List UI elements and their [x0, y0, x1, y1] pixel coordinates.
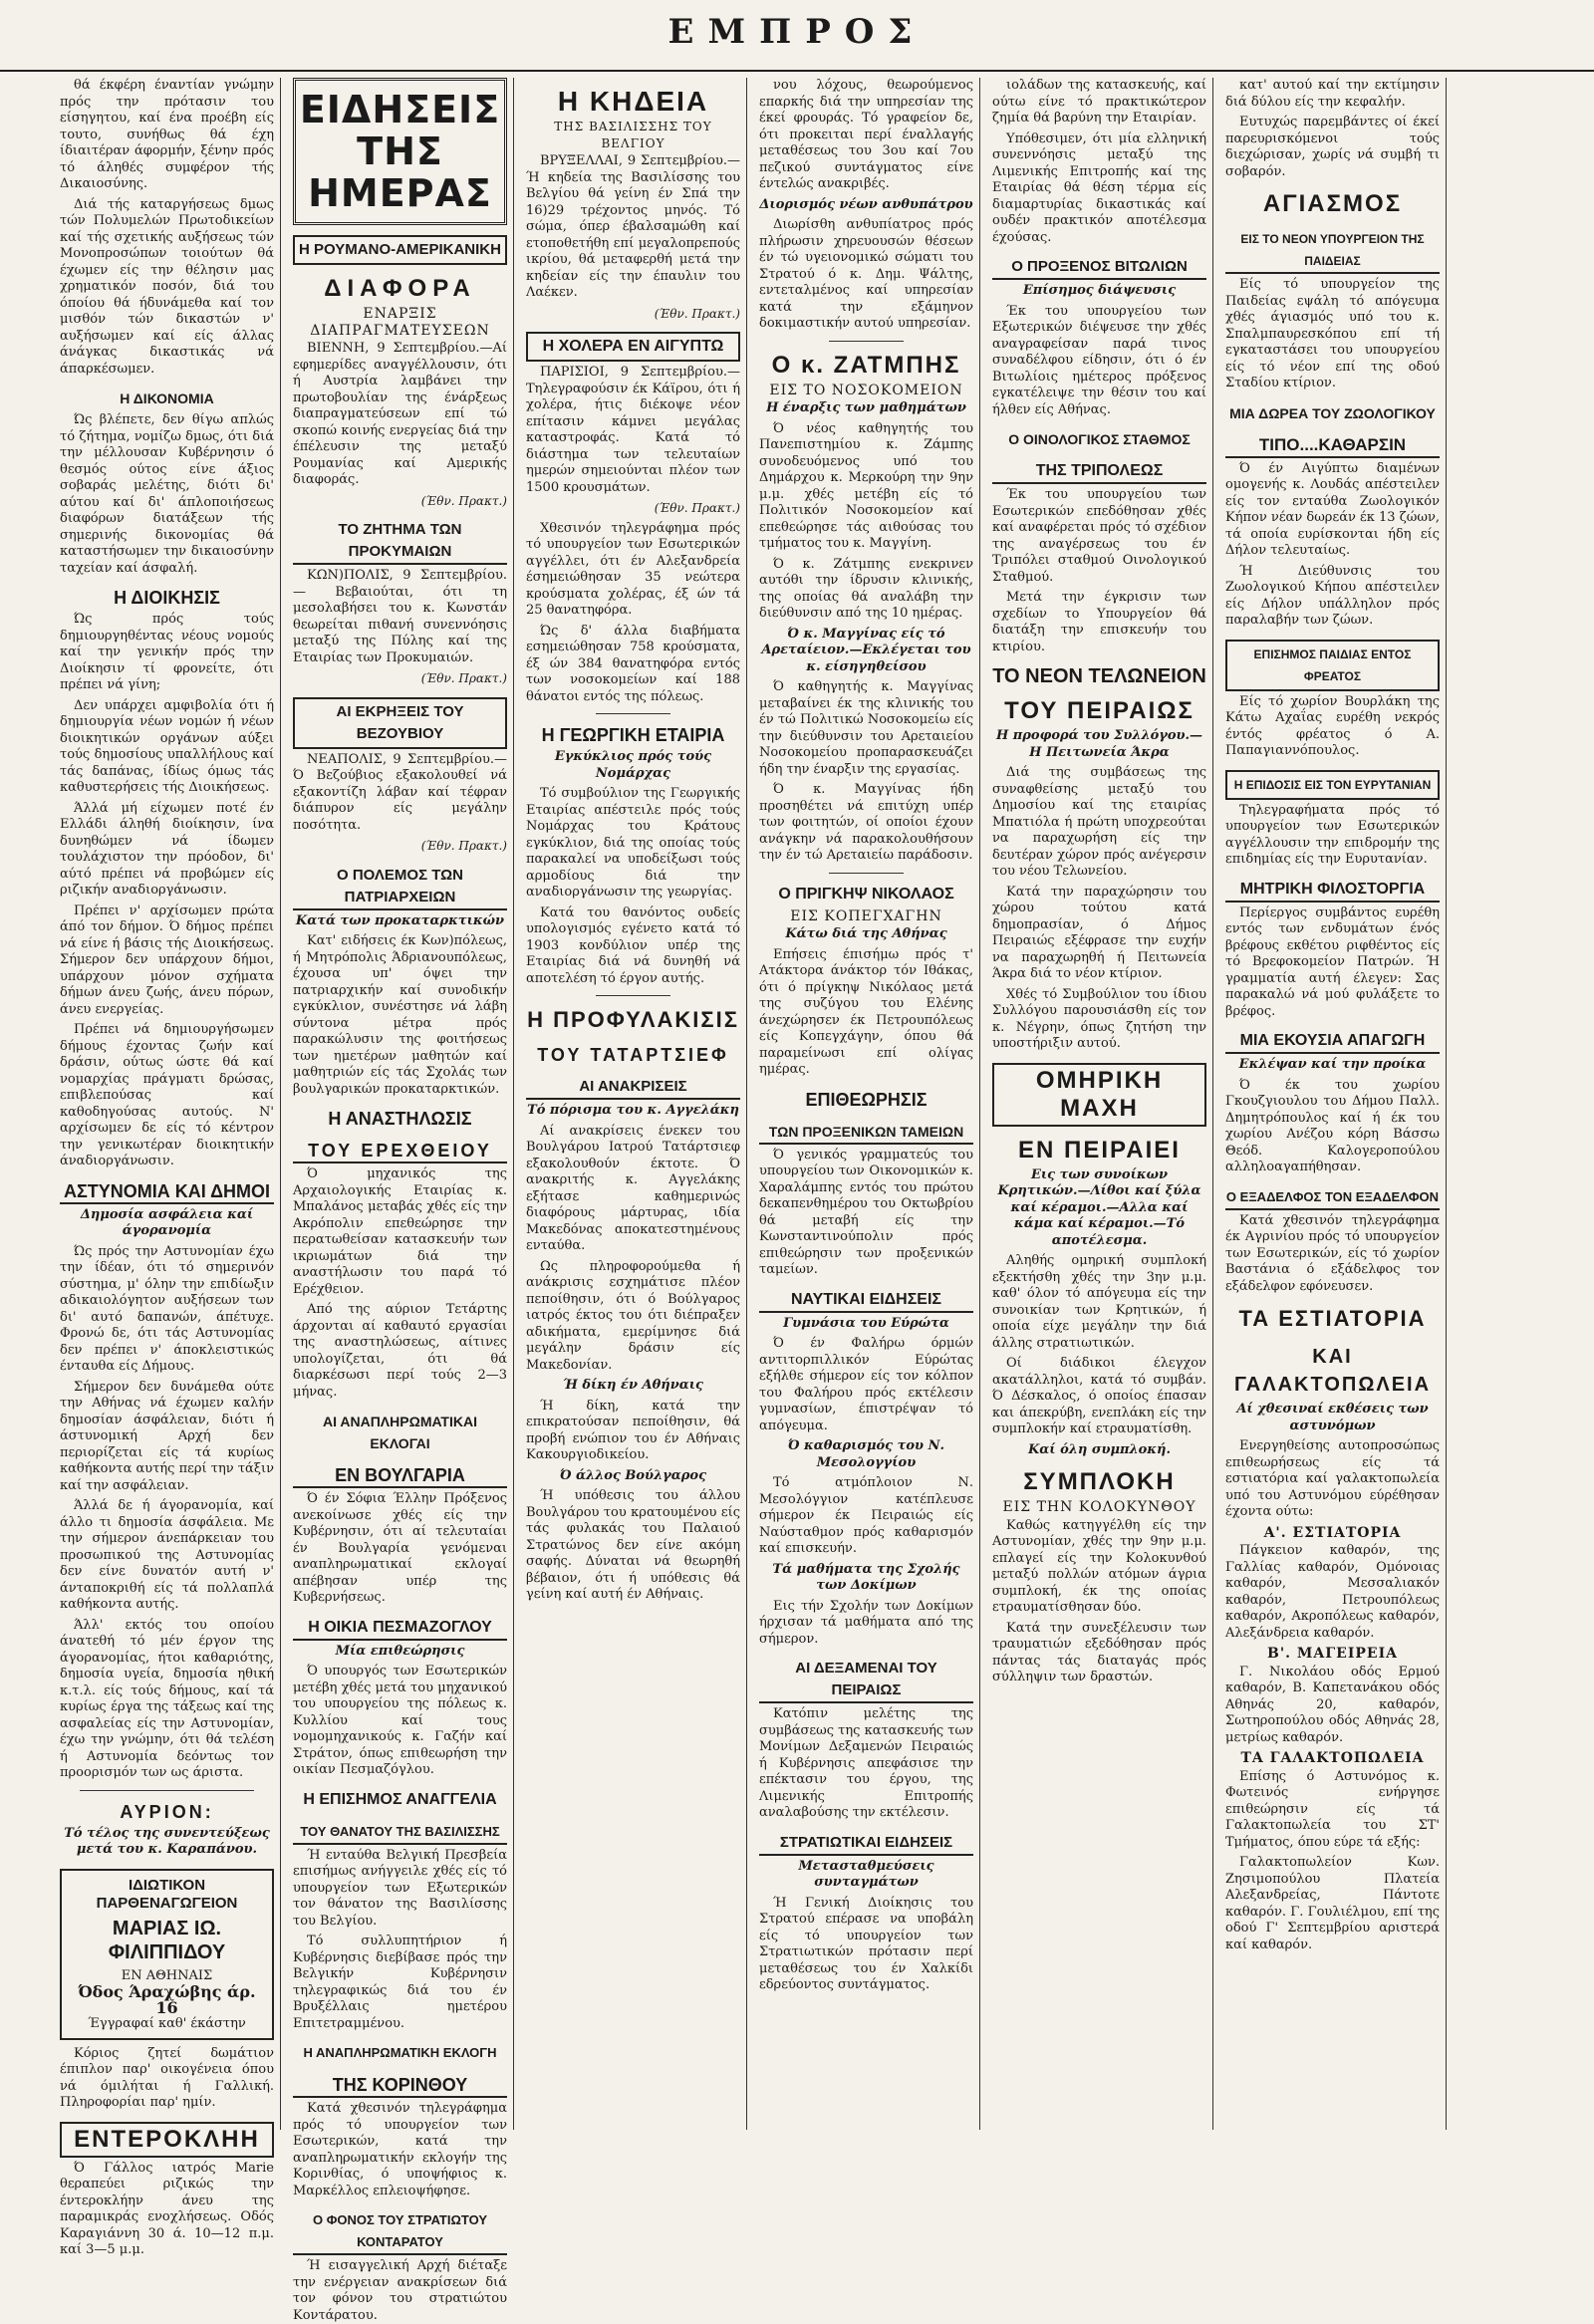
- article-text: Κόριος ζητεί δωμάτιον έπιπλον παρ' οικογένεια όπου νά όμιλήται ή Γαλλική. Πληροφορίαι παρ' ημίν.: [60, 2045, 274, 2110]
- article-text: Αληθής ομηρική συμπλοκή εξεκτήσθη χθές την 3ην μ.μ. καθ' όλον τό απόγευμα είς την συνοικίαν των Κρητικών, ή οποία είχε μεγάλην την διά άλλης στρατιωτικών.: [992, 1253, 1206, 1351]
- article-headline: ΤΟΥ ΘΑΝΑΤΟΥ ΤΗΣ ΒΑΣΙΛΙΣΣΗΣ: [293, 1821, 507, 1845]
- divider: [829, 341, 904, 342]
- article-headline: Η ΑΝΑΠΛΗΡΩΜΑΤΙΚΗ ΕΚΛΟΓΗ: [303, 2045, 497, 2060]
- article-subheadline: Κάτω διά της Αθήνας: [785, 926, 947, 941]
- news-source: (Έθν. Πρακτ.): [420, 493, 507, 508]
- article-text: Ή Διεύθυνσις του Ζωολογικού Κήπου απέστειλεν είς Δήλον υπάλληλον πρός παραλαβήν των ζώων.: [1225, 563, 1440, 628]
- article-headline: ΤΙΠΟ....ΚΑΘΑΡΣΙΝ: [1225, 434, 1440, 458]
- article-text: Κατά χθεσινόν τηλεγράφημα πρός τό υπουργείον των Εσωτερικών, κατά την αναπληρωματικήν εκλογήν της Κορινθίας, ό υποψήφιος κ. Μαρκέλλος επλειοψήφησε.: [293, 2101, 507, 2198]
- article-text: ιολάδων της κατασκευής, καί ούτω είνε τό πρακτικώτερον ζημία θά βαρύνη την Εταιρίαν.: [992, 78, 1206, 126]
- article-text: Ενεργηθείσης αυτοπροσώπως επιθεωρήσεως είς τά εστιατόρια καί γαλακτοπωλεία υπό του Αστυνόμου εύρέθησαν έχοντα ούτω:: [1225, 1438, 1440, 1519]
- article-headline: ΕΠΙΘΕΩΡΗΣΙΣ: [805, 1089, 928, 1110]
- article-headline: ΣΤΡΑΤΙΩΤΙΚΑΙ ΕΙΔΗΣΕΙΣ: [759, 1832, 973, 1856]
- article-text: Κατόπιν μελέτης της συμβάσεως της κατασκευής των Μονίμων Δεξαμενών Πειραιώς ή Κυβέρνησις απεφάσισε την επέκτασιν του έργου, της Λιμενικής Επιτροπής αναλαβούσης την εκτέλεσιν.: [759, 1706, 973, 1820]
- article-subheadline: Διορισμός νέων ανθυπάτρου: [759, 196, 973, 212]
- subheading: Τό τέλος της συνεντεύξεως μετά του κ. Καραπάνου.: [64, 1825, 270, 1857]
- ad-name: ΜΑΡΙΑΣ ΙΩ. ΦΙΛΙΠΠΙΔΟΥ: [108, 1917, 226, 1963]
- article-text: Ό έν Σόφια Έλλην Πρόξενος ανεκοίνωσε χθές είς την Κυβέρνησιν, ότι αί τελευταίαι έν Βουλγαρία γενόμεναι αναπληρωματικαί εκλογαί απέβησαν υπέρ της Κυβερνήσεως.: [293, 1491, 507, 1605]
- article-subheadline: Ό άλλος Βούλγαρος: [559, 1467, 706, 1483]
- article-headline: Η ΠΡΟΦΥΛΑΚΙΣΙΣ: [527, 1007, 739, 1032]
- article-headline: ΜΗΤΡΙΚΗ ΦΙΛΟΣΤΟΡΓΙΑ: [1225, 879, 1440, 903]
- article-headline: ΕΙΣ ΤΟ ΝΕΟΝ ΥΠΟΥΡΓΕΙΟΝ ΤΗΣ ΠΑΙΔΕΙΑΣ: [1225, 228, 1440, 274]
- article-text: Ώς πρός τούς δημιουργηθέντας νέους νομούς καί την γενικήν πρός την Διοίκησιν τί φρονείτε, ότι πρέπει νά γίνη;: [60, 612, 274, 692]
- article-text: Γ. Νικολάου οδός Ερμού καθαρόν, Β. Καπετανάκου οδός Αθηνάς 20, καθαρόν, Σωτηροπούλου οδός Αθηνάς 28, μετρίως καθαρόν.: [1225, 1664, 1440, 1745]
- article-text: Ώς πρός την Αστυνομίαν έχω την ίδέαν, ότι τό σημερινόν σύστημα, μ' όλην την επιδίωξιν αδικαιολόγητον αυξήσεων των δι' αυτό δαπανών, άπέτυχε. Φρονώ δε, ότι τάς Αστυνομίας δεν πρέπει ν' άποκλειστικώς ένταυθα είς Δήμους.: [60, 1243, 274, 1374]
- article-headline: ΑΙ ΑΝΑΠΛΗΡΩΜΑΤΙΚΑΙ ΕΚΛΟΓΑΙ: [323, 1414, 477, 1451]
- article-text: Διωρίσθη ανθυπίατρος πρός πλήρωσιν χηρευουσών θέσεων έν τώ υγειονομικώ σώματι του Στρατού ό κ. Δημ. Ψάλτης, εντεταλμένος καί υπηρεσίαν κατά την εξάμηνον δοκιμαστικήν αυτού υπηρεσίαν.: [759, 217, 973, 331]
- article-text: Άλλά δε ή άγορανομία, καί άλλο τι δημοσία άσφάλεια. Με την σήμερον άνεπάρκειαν του προσωπικού της Αστυνομίας δεν είνε δυνατόν αυτή ν' άνταποκριθή είς τά πολλαπλά καθήκοντα αυτής.: [60, 1498, 274, 1612]
- article-text: Ό υπουργός των Εσωτερικών μετέβη χθές μετά του μηχανικού του υπουργείου της πόλεως κ. Κυλλίου καί τους νομομηχανικούς κ. Γαζήν καί Στράτον, όπως επιθεωρήση την οικίαν Πεσμαζόγλου.: [293, 1664, 507, 1777]
- article-text: Ή δίκη, κατά την επικρατούσαν πεποίθησιν, θά προβή ενώπιον του έν Αθήναις Κακουργιοδικείου.: [526, 1398, 740, 1462]
- article-headline: ΤΗΣ ΚΟΡΙΝΘΟΥ: [293, 2074, 507, 2098]
- article-headline: ΑΙ ΔΕΞΑΜΕΝΑΙ ΤΟΥ ΠΕΙΡΑΙΩΣ: [759, 1658, 973, 1703]
- column-4: [759, 78, 980, 2130]
- article-text: Αί ανακρίσεις ένεκεν του Βουλγάρου Ιατρού Τατάρτσιεφ εξακολουθούν έκτοτε. Ό ανακριτής κ. Αγγελάκης εξήτασε καθημερινώς διαφόρους μάρτυρας, ιδία Μακεδόνας αποκατεστημένους ενταύθα.: [526, 1123, 740, 1253]
- newspaper-title: ΕΜΠΡΟΣ: [667, 12, 927, 52]
- ad-line: Όδος Άραχώβης άρ. 16: [78, 1981, 256, 2017]
- article-text: Ώς βλέπετε, δεν θίγω απλώς τό ζήτημα, νομίζω δμως, ότι διά την μέλλουσαν Κυβέρνησιν ό θεσμός ούτος είνε άξιος σοβαράς μελέτης, διότι δι' αύτου καί δι' άπλοποιήσεως διαφόρων διατάξεων τής σημερινής δικονομίας θά καταστήσωμεν την δικαιοσύνην ταχείαν καί άσφαλή.: [60, 412, 274, 576]
- article-text: Ό κ. Μαγγίνας ήδη προσηθέτει νά επιτύχη υπέρ των φοιτητών, οί οποίοι έχουν ανάγκην νά παρακολουθήσουν την έν τώ Αρεταιείω παράδοσιν.: [759, 782, 973, 863]
- article-text: Ό έκ του χωρίου Γκουζγιουλου του Δήμου Παλλ. Δημητρόπουλος καί ή έκ του χωρίου Ανέζου κόρη Βάσσω Θεόδ. Καλογεροπούλου αλληλοαγαπήθησαν.: [1225, 1077, 1440, 1174]
- article-text: θά έκφέρη έναντίαν γνώμην πρός την πρότασιν του είσηγητου, καί ένα προέβη είς τουτο, συνήθως θά έχη ίδιαιτέραν άφορμήν, ξένην πρός τό άληθές συμφέρον τής Δικαιοσύνης.: [60, 78, 274, 191]
- article-subheadline: Εκλέψαν καί την προίκα: [1238, 1057, 1427, 1072]
- article-text: Πρέπει νά δημιουργήσωμεν δήμους έχοντας ζωήν καί δράσιν, ούτως ώστε θά καί νομαρχίας πράγματι δρώσας, επιβλεπούσας καί καθοδηγούσας αυτούς. Ν' αρχίσωμεν δε είς τό κέντρον την γενικωτέραν διοικητικήν άναδιοργάνωσιν.: [60, 1022, 274, 1168]
- news-source: (Έθν. Πρακτ.): [420, 839, 507, 853]
- section-heading: Η ΔΙΟΙΚΗΣΙΣ: [114, 588, 220, 608]
- article-headline: ΕΠΙΣΗΜΟΣ ΠΑΙΔΙΑΣ ΕΝΤΟΣ ΦΡΕΑΤΟΣ: [1225, 640, 1440, 691]
- article-headline: ΝΑΥΤΙΚΑΙ ΕΙΔΗΣΕΙΣ: [759, 1289, 973, 1313]
- article-subheadline: Α'. ΕΣΤΙΑΤΟΡΙΑ: [1263, 1524, 1402, 1541]
- article-text: Άλλά μή είχωμεν ποτέ έν Ελλάδι άληθή διοίκησιν, ίνα δυνηθώμεν νά ίδωμεν τουλάχιστον την πρόοδον, δι' αύτό πρέπει νά προβώμεν είς ριζικήν αναδιοργάνωσιν.: [60, 800, 274, 898]
- article-headline: Ο ΕΞΑΔΕΛΦΟΣ ΤΟΝ ΕΞΑΔΕΛΦΟΝ: [1225, 1186, 1440, 1210]
- article-subheadline: Τά μαθήματα της Σχολής των Δοκίμων: [772, 1561, 960, 1593]
- article-text: Κατά την συνεξέλευσιν των τραυματιών εξεδόθησαν πρός πάντας τάς διαταγάς πρός σύλληψιν των δραστών.: [992, 1620, 1206, 1684]
- article-text: Είς τό υπουργείον της Παιδείας εψάλη τό απόγευμα χθές άγιασμός υπό του κ. Σπαλμπαυρεσκόπου επί τή εγκαταστάσει του υπουργείου είς τό νέον επί της οδού Σταδίου κτίριον.: [1225, 277, 1440, 390]
- ad-title: ΕΝΤΕΡΟΚΛΗΗ: [60, 2122, 274, 2158]
- article-text: Επίσης ό Αστυνόμος κ. Φωτεινός ενήργησε επιθεώρησιν είς τά Γαλακτοπωλεία του ΣΤ' Τμήματος, όπου εύρε τά εξής:: [1225, 1768, 1440, 1850]
- article-text: Διά τής καταργήσεως δμως τών Πολυμελών Πρωτοδικείων καί τής σχετικής αυξήσεως τών Μονοπροσώπων τοιούτων θά έχωμεν είς την θέλησιν μας χρηματικόν ποσόν, διά του όποίου θά ήδυνάμεθα καί τον μισθόν τών δικαστών ν' αυξήσωμεν καί είς άλλας άνάγκας δικαστικάς νά άπαρκέσωμεν.: [60, 196, 274, 377]
- article-text: Ή υπόθεσις του άλλου Βουλγάρου του κρατουμένου είς τάς φυλακάς του Παλαιού Στρατώνος δεν είνε ακόμη σαφής. Δύναται νά θεωρηθή βέβαιον, ότι ή υπόθεσις θά γείνη καί αυτή έν Αθήναις.: [526, 1488, 740, 1602]
- subheading: Δημοσία ασφάλεια καί άγορανομία: [80, 1206, 254, 1238]
- news-source: (Έθν. Πρακτ.): [420, 671, 507, 685]
- article-subheadline: Μετασταθμεύσεις συνταγμάτων: [798, 1858, 934, 1890]
- article-headline: ΕΝ ΠΕΙΡΑΙΕΙ: [1018, 1136, 1181, 1163]
- article-headline: Η ΧΟΛΕΡΑ ΕΝ ΑΙΓΥΠΤΩ: [526, 332, 740, 362]
- article-headline: Η ΡΟΥΜΑΝΟ-ΑΜΕΡΙΚΑΝΙΚΗ: [293, 235, 507, 265]
- article-text: νου λόχους, θεωρούμενος επαρκής διά την υπηρεσίαν της έκεί φρουράς. Τό γραφείον δε, ότι προκειται περί έναλλαγής μεταθέσεως του 3ου καί 7ου πεζικού συντάγματος είνε έντελώς ανακριβές.: [759, 78, 973, 191]
- article-headline: ΚΑΙ ΓΑΛΑΚΤΟΠΩΛΕΙΑ: [1233, 1346, 1432, 1396]
- article-text: Έκ του υπουργείου των Εξωτερικών διέψευσε την χθές αναγραφείσαν παρά τινος συναδέλφου είδησιν, ότι ό έν Βιτωλίοις ημέτερος πρόξενος εγκατέλειψε την θέσιν του καί ήλθεν είς Αθήνας.: [992, 303, 1206, 417]
- article-headline: Ο ΦΟΝΟΣ ΤΟΥ ΣΤΡΑΤΙΩΤΟΥ ΚΟΝΤΑΡΑΤΟΥ: [293, 2209, 507, 2255]
- article-subheadline: Τό πόρισμα του κ. Αγγελάκη: [527, 1103, 739, 1118]
- article-text: Τό συμβούλιον της Γεωργικής Εταιρίας απέστειλε πρός τούς Νομάρχας του Κράτους εγκύκλιον, διά της οποίας τούς παρακαλεί να υποδείξωσι τούς αρμοδίους διά την αναδιοργάνωσιν της γεωργίας.: [526, 786, 740, 900]
- article-text: Κατά του θανόντος ουδείς υπολογισμός εγένετο κατά τό 1903 κονδύλιον υπέρ της Εταιρίας διά νά δυνηθή νά αποτελέση τό έργον αυτής.: [526, 904, 740, 986]
- news-source: (Έθν. Πρακτ.): [654, 501, 740, 515]
- ad-line: ΕΝ ΑΘΗΝΑΙΣ: [121, 1967, 213, 1983]
- article-headline: Ο κ. ΖΑΤΜΠΗΣ: [771, 351, 961, 379]
- article-text: Ό έν Φαλήρω όρμών αντιτορπιλλικόν Εύρώτας εξήλθε σήμερον είς τον κόλπον του Φαλήρου πρός εκτέλεσιν γυμνασίων, έπιστρέψαν τό απόγευμα.: [759, 1336, 973, 1433]
- article-subheadline: ΕΙΣ ΤΗΝ ΚΟΛΟΚΥΝΘΟΥ: [1002, 1499, 1196, 1515]
- article-text: Υπόθεσιμεν, ότι μία ελληνική συνεννόησις μεταξύ της Λιμενικής Επιτροπής καί της Εταιρίας θά θέση τέρμα είς διαμαρτυρίας δικαστικάς καί ουδέν πρακτικόν αποτέλεσμα έχούσας.: [992, 130, 1206, 245]
- article-text: Διά της συμβάσεως της συναφθείσης μεταξύ του Δημοσίου καί της εταιρίας Μπατιόλα ή πρώτη υποχρεούται να παραχωρήση είς την δευτέραν χώρον πρός ανέγερσιν του νέου Τελωνείου.: [992, 765, 1206, 879]
- article-text: Τό συλλυπητήριον ή Κυβέρνησις διεβίβασε πρός την Βελγικήν Κυβέρνησιν τηλεγραφικώς διά του έν Βρυξέλλαις ημετέρου Επιτετραμμένου.: [293, 1934, 507, 2031]
- article-headline: Ο ΠΡΙΓΚΗΨ ΝΙΚΟΛΑΟΣ: [778, 885, 954, 903]
- article-headline: ΑΙ ΑΝΑΚΡΙΣΕΙΣ: [526, 1076, 740, 1100]
- article-headline: Η ΕΠΙΣΗΜΟΣ ΑΝΑΓΓΕΛΙΑ: [303, 1790, 497, 1808]
- article-subheadline: Αί χθεσιναί εκθέσεις των αστυνόμων: [1236, 1402, 1429, 1433]
- article-headline: Η ΟΙΚΙΑ ΠΕΣΜΑΖΟΓΛΟΥ: [293, 1617, 507, 1641]
- article-headline: ΤΟ ΖΗΤΗΜΑ ΤΩΝ ΠΡΟΚΥΜΑΙΩΝ: [293, 519, 507, 565]
- article-subheadline: Εις των συνοίκων Κρητικών.—Λίθοι καί ξύλα καί κέραμοι.—Αλλα καί κάμα καί κέραμοι.—Τό αποτέλεσμα.: [997, 1166, 1201, 1248]
- article-text: Ό έν Αιγύπτω διαμένων ομογενής κ. Λουδάς απέστειλεν είς τον ενταύθα Ζωολογικόν Κήπον νέαν δωρεάν έκ 13 ζώων, τά οποία ευρίσκονται ήδη είς Δήλον τελευταίως.: [1225, 460, 1440, 558]
- article-text: Κατ' ειδήσεις έκ Κων)πόλεως, ή Μητρόπολις Άδριανουπόλεως, έχουσα υπ' όψει την πατριαρχικήν καί συνοδικήν εγκύκλιον, συνέστησε νά λάβη σύντονα μέτρα πρός παρακώλυσιν της φοιτήσεως των ημετέρων μαθητών καί μαθητριών είς τάς Σχολάς των βουλγαρικών προκαταρκτικών.: [293, 933, 507, 1097]
- article-text: Άλλ' εκτός του οποίου άνατεθή τό μέν έργον της άγορανομίας, ήτοι καθαριότης, δημοσία υγεία, δημοσία ηθική κ.τ.λ. είς τούς δήμους, καί τά κυρίως έργα της τάξεως καί της ασφαλείας είς την Αστυνομίαν, έχω την γνώμην, ότι θά τελέση ή Αστυνομία δεόντως τον προορισμόν των ως άριστα.: [60, 1617, 274, 1780]
- column-1: [60, 78, 281, 2257]
- column-6: [1225, 78, 1447, 2130]
- divider: [80, 1790, 254, 1791]
- article-subheadline: Μία επιθεώρησις: [335, 1643, 465, 1659]
- article-headline: ΑΓΙΑΣΜΟΣ: [1262, 190, 1403, 217]
- ad-line: Έγγραφαί καθ' έκάστην: [88, 2015, 246, 2031]
- article-headline: Η ΑΝΑΣΤΗΛΩΣΙΣ: [328, 1109, 472, 1129]
- section-heading: ΑΣΤΥΝΟΜΙΑ ΚΑΙ ΔΗΜΟΙ: [60, 1180, 274, 1204]
- article-subheadline: Ό κ. Μαγγίνας είς τό Αρεταίειον.—Εκλέγεται του κ. είσηγηθείσου: [761, 626, 971, 674]
- article-headline: ΜΙΑ ΔΩΡΕΑ ΤΟΥ ΖΩΟΛΟΓΙΚΟΥ: [1229, 404, 1436, 421]
- article-subheadline: ΕΙΣ ΚΟΠΕΓΧΑΓΗΝ: [790, 907, 942, 924]
- article-text: Ή εισαγγελική Αρχή διέταξε την ενέργειαν ανακρίσεων διά τον φόνον του στρατιώτου Κοντάρατου.: [293, 2258, 507, 2323]
- section-heading: ΑΥΡΙΟΝ:: [120, 1801, 214, 1822]
- article-text: Περίεργος συμβάντος ευρέθη εντός των ενδυμάτων ένός βρέφους εκθέτου ριφθέντος είς τό Βρεφοκομείον Πατρών. Ή γραμματία αυτή έλεγεν: Σας παρακαλώ νά μού φυλάξετε το βρέφος.: [1225, 904, 1440, 1019]
- article-text: Ό Γάλλος ιατρός Marie θεραπεύει ριζικώς την έντεροκλήην άνευ της παραμικράς ενοχλήσεως. Οδός Καραγιάννη 30 ά. 10—12 π.μ. καί 3—5 μ.μ.: [60, 2160, 274, 2257]
- column-3: [526, 78, 747, 2130]
- article-headline: ΤΑ ΕΣΤΙΑΤΟΡΙΑ: [1238, 1306, 1427, 1331]
- article-headline: ΣΥΜΠΛΟΚΗ: [1023, 1468, 1176, 1495]
- article-text: Ό καθηγητής κ. Μαγγίνας μεταβαίνει έκ της κλινικής του έν τώ Πολιτικώ Νοσοκομείω είς την διεύθυνσιν του Αρεταιείου Νοσοκομείου προπαρασκευάζει ήδη την έναρξιν της εργασίας.: [759, 679, 973, 777]
- signoff: Η ΔΙΚΟΝΟΜΙΑ: [120, 390, 214, 406]
- ad-title: ΙΔΙΩΤΙΚΟΝ ΠΑΡΘΕΝΑΓΩΓΕΙΟΝ: [96, 1876, 238, 1912]
- article-text: Ό γενικός γραμματεύς του υπουργείου των Οικονομικών κ. Χαραλάμπης εντός του πρώτου δεκαπενθημέρου του Οκτωβρίου θά μεταβή είς την Κωνσταντινούπολιν πρός επιθεώρησιν των προξενικών ταμείων.: [759, 1147, 973, 1277]
- article-text: ΒΙΕΝΝΗ, 9 Σεπτεμβρίου.—Αί εφημερίδες αναγγέλλουσιν, ότι ή Αυστρία λαμβάνει την πρωτοβουλίαν της ένάρξεως διαπραγματεύσεων επί τώ σκοπώ κοινής ενεργείας διά την έπέλευσιν της μεταξύ Ρουμανίας καί Αμερικής διαφοράς.: [293, 341, 507, 487]
- article-text: Εις τήν Σχολήν των Δοκίμων ήρχισαν τά μαθήματα από της σήμερον.: [759, 1598, 973, 1647]
- article-text: Μετά την έγκρισιν των σχεδίων το Υπουργείον θά διατάξη την επισκευήν του κτιρίου.: [992, 590, 1206, 654]
- article-headline: ΕΝ ΒΟΥΛΓΑΡΙΑ: [293, 1464, 507, 1488]
- article-text: Γαλακτοπωλείον Κων. Ζησιμοπούλου Πλατεία Αλεξανδρείας, Πάντοτε καθαρόν. Γ. Γουλιέλμου, επί της οδού Γ' Σεπτεμβρίου αριστερά καί καθαρόν.: [1225, 1855, 1440, 1952]
- article-headline: ΤΟΥ ΠΕΙΡΑΙΩΣ: [1004, 697, 1195, 724]
- article-text: Ή ενταύθα Βελγική Πρεσβεία επισήμως ανήγγειλε χθές είς τό υπουργείον των Εξωτερικών τον θάνατον της Βασιλίσσης του Βελγίου.: [293, 1847, 507, 1929]
- newspaper-page: [60, 78, 1584, 2323]
- masthead: [0, 0, 1594, 72]
- article-text: Οί διάδικοι έλεγχον ακατάλληλοι, κατά τό συμβάν. Ό Δέσκαλος, ό οποίος έπασαν και άπεκρύβη, ενεπλάκη είς την συμπλοκήν καί ετραυματίσθη.: [992, 1356, 1206, 1436]
- article-text: Είς τό χωρίον Βουρλάκη της Κάτω Αχαΐας ευρέθη νεκρός έντός φρέατος ό Α. Παπαγιαννόπουλος.: [1225, 693, 1440, 758]
- article-text: Ό μηχανικός της Αρχαιολογικής Εταιρίας κ. Μπαλάνος μεταβάς χθές είς την Ακρόπολιν επεθεώρησε την περατωθείσαν κατασκευήν των ικριωμάτων διά την αναστήλωσιν του παρά τό Ερέχθειον.: [293, 1166, 507, 1297]
- article-subheadline: ΕΝΑΡΞΙΣ ΔΙΑΠΡΑΓΜΑΤΕΥΣΕΩΝ: [310, 306, 490, 339]
- article-text: Ό νέος καθηγητής του Πανεπιστημίου κ. Ζάμπης συνοδευόμενος υπό του Δημάρχου κ. Μερκούρη την 9ην μ.μ. χθές μετέβη είς τό Πολιτικόν Νοσοκομείον καί επεθεώρησε τάς αιθούσας του τμήματος του κ. Μαγγίνη.: [759, 420, 973, 551]
- article-headline: ΤΟ ΝΕΟΝ ΤΕΛΩΝΕΙΟΝ: [992, 665, 1206, 687]
- article-subheadline: Κατά των προκαταρκτικών: [295, 912, 505, 928]
- column-2: [293, 78, 514, 2323]
- article-text: Ώς δ' άλλα διαβήματα εσημειώθησαν 758 κρούσματα, έξ ών 384 θανατηφόρα εντός των νοσοκομείων καί 188 θάνατοι εντός της πόλεως.: [526, 623, 740, 704]
- article-subheadline: Η προφορά του Συλλόγου.—Η Πειτωνεία Άκρα: [995, 728, 1203, 760]
- article-subheadline: Β'. ΜΑΓΕΙΡΕΙΑ: [1267, 1646, 1398, 1662]
- article-text: Τηλεγραφήματα πρός τό υπουργείον των Εσωτερικών αγγέλλουσιν την επιδρομήν της επιδημίας είς την Ευρυτανίαν.: [1225, 802, 1440, 867]
- article-headline: ΤΟΥ ΤΑΤΑΡΤΣΙΕΦ: [537, 1045, 729, 1065]
- article-text: κατ' αυτού καί την εκτίμησιν διά δύλου είς την κεφαλήν.: [1225, 78, 1440, 110]
- article-text: Καθώς κατηγγέλθη είς την Αστυνομίαν, χθές την 9ην μ.μ. επλαγεί είς την Κολοκυνθού μεταξύ πολλών ατόμων άγρια συμπλοκή, έκ της οποίας ετραυματίσθησαν δύο.: [992, 1517, 1206, 1615]
- article-text: ΒΡΥΞΕΛΛΑΙ, 9 Σεπτεμβρίου.—Ή κηδεία της Βασιλίσσης του Βελγίου θά γείνη έν Σπά την 16)29 τρέχοντος μηνός. Τό σώμα, όπερ έβαλσαμώθη καί ετοποθετήθη επί μεγαλοπρεπούς ικρίου, θά μεταφερθή μετά την κηδείαν είς την έπαυλιν του Λαέκεν.: [526, 153, 740, 300]
- article-text: ΚΩΝ)ΠΟΛΙΣ, 9 Σεπτεμβρίου.— Βεβαιούται, ότι τη μεσολαβήσει του κ. Κωνστάν θεωρείται πιθανή συνεννόησις μεταξύ της Πύλης καί της Εταιρίας των Προκυμαιών.: [293, 568, 507, 665]
- article-headline: ΔΙΑΦΟΡΑ: [324, 275, 476, 302]
- article-subheadline: Ή δίκη έν Αθήναις: [563, 1378, 703, 1393]
- article-subheadline: Γυμνάσια του Εύρώτα: [783, 1315, 949, 1331]
- article-headline: Η ΓΕΩΡΓΙΚΗ ΕΤΑΙΡΙΑ: [541, 725, 725, 745]
- article-subheadline: ΤΗΣ ΒΑΣΙΛΙΣΣΗΣ ΤΟΥ ΒΕΛΓΙΟΥ: [554, 120, 712, 150]
- article-headline: ΤΩΝ ΠΡΟΞΕΝΙΚΩΝ ΤΑΜΕΙΩΝ: [759, 1121, 973, 1145]
- section-banner: ΕΙΔΗΣΕΙΣ ΤΗΣ ΗΜΕΡΑΣ: [293, 78, 507, 225]
- article-text: Πάγκειον καθαρόν, της Γαλλίας καθαρόν, Ομόνοιας καθαρόν, Μεσσαλιακόν καθαρόν, Πετρουπόλεως καθαρόν, Ακροπόλεως καθαρόν, Αλεξάνδρεια καθαρόν.: [1225, 1543, 1440, 1641]
- article-text: Κατά την παραχώρησιν του χώρου τούτου κατά δημοπρασίαν, ό Δήμος Πειραιώς εξέφρασε την ευχήν να παραχωρηθή ή Πειτωνεία Άκρα διά το νέον κτίριον.: [992, 884, 1206, 981]
- article-text: Από της αύριον Τετάρτης άρχονται αί καθαυτό εργασίαι της αναστηλώσεως, αίτινες υπολογίζεται, ότι θά διαρκέσωσι περί τούς 2—3 μήνας.: [293, 1302, 507, 1400]
- article-subheadline: ΕΙΣ ΤΟ ΝΟΣΟΚΟΜΕΙΟΝ: [769, 382, 963, 398]
- divider: [596, 713, 670, 714]
- article-text: Ως πληροφορούμεθα ή ανάκρισις εσχημάτισε πλέον πεποίθησιν, ότι ό Βούλγαρος ιατρός έκτος του ότι διέπραξεν αδικήματα, εμερίμνησε διά μεγάλην δράσιν είς Μακεδονίαν.: [526, 1258, 740, 1373]
- article-subheadline: Καί όλη συμπλοκή.: [1027, 1441, 1172, 1457]
- article-text: Κατά χθεσινόν τηλεγράφημα έκ Αγρινίου πρός τό υπουργείον των Εσωτερικών, είς τό χωρίον Βαστάνια ό εξάδελφος τον εξάδελφον εφόνευσεν.: [1225, 1212, 1440, 1294]
- article-headline: Ο ΟΙΝΟΛΟΓΙΚΟΣ ΣΤΑΘΜΟΣ: [1008, 431, 1191, 447]
- article-text: Χθές τό Συμβούλιον του ίδιου Συλλόγου παρουσιάσθη είς τον κ. Νέγρην, όπως ζητήση την υποστήριξιν αυτού.: [992, 986, 1206, 1051]
- news-source: (Έθν. Πρακτ.): [654, 306, 740, 321]
- article-subheadline: Εγκύκλιος πρός τούς Νομάρχας: [554, 749, 712, 781]
- article-text: Σήμερον δεν δυνάμεθα ούτε την Αθήνας νά έχωμεν καλήν δημοσίαν άσφάλειαν, διότι ή άστυνομική Αρχή δεν περιορίζεται είς τά κυρίως καθήκοντα αυτής περί την τάξιν καί την ασφάλειαν.: [60, 1379, 274, 1493]
- article-headline: Η ΚΗΔΕΙΑ: [557, 86, 709, 117]
- article-text: Ή Γενική Διοίκησις του Στρατού επέρασε να υποβάλη είς τό υπουργείον των Στρατιωτικών πρότασιν περί μεταθέσεως του έν Χαλκίδι εδρεύοντος συντάγματος.: [759, 1895, 973, 1992]
- article-text: Πρέπει ν' αρχίσωμεν πρώτα άπό τον δήμον. Ό δήμος πρέπει νά είνε ή βάσις τής Διοικήσεως. Σήμερον δεν υπάρχουν δήμοι, υπάρχουν μόνον σχήματα δήμων άνευ ζωής, άνευ πόρων, άνευ ενεργείας.: [60, 903, 274, 1017]
- article-text: ΝΕΑΠΟΛΙΣ, 9 Σεπτεμβρίου.—Ό Βεζούβιος εξακολουθεί νά εξακοντίζη λάβαν καί τέφραν διάπυρον είς μεγάλην ποσότητα.: [293, 751, 507, 833]
- article-headline: ΟΜΗΡΙΚΗ ΜΑΧΗ: [992, 1063, 1206, 1127]
- article-headline: ΤΟΥ ΕΡΕΧΘΕΙΟΥ: [293, 1140, 507, 1163]
- article-subheadline: Επίσημος διάψευσις: [1022, 283, 1177, 298]
- divider: [829, 873, 904, 874]
- advertisement: [60, 1869, 274, 2040]
- article-subheadline: Ό καθαρισμός του Ν. Μεσολογγίου: [788, 1438, 944, 1470]
- article-text: Επήσεις έπισήμω πρός τ' Ατάκτορα άνάκτορ τόν Ιθάκας, ότι ό πρίγκηψ Νικόλαος μετά της συζύγου του Ελένης άνεχώρησεν έκ Πετρουπόλεως είς Κοπεγχάγην, όπου θά παραμείνωσι επί ολίγας ημέρας.: [759, 946, 973, 1077]
- article-text: Χθεσινόν τηλεγράφημα πρός τό υπουργείον των Εσωτερικών αγγέλλει, ότι έν Αλεξανδρεία έσημειώθησαν 35 νεώτερα κρούσματα χολέρας, έξ ών τά 25 θανατηφόρα.: [526, 520, 740, 618]
- divider: [596, 995, 670, 996]
- article-headline: Ο ΠΡΟΞΕΝΟΣ ΒΙΤΩΛΙΩΝ: [992, 256, 1206, 280]
- article-headline: ΜΙΑ ΕΚΟΥΣΙΑ ΑΠΑΓΩΓΗ: [1225, 1030, 1440, 1054]
- article-subheadline: Η έναρξις των μαθημάτων: [766, 400, 966, 415]
- article-headline: ΤΗΣ ΤΡΙΠΟΛΕΩΣ: [992, 460, 1206, 484]
- article-headline: ΑΙ ΕΚΡΗΞΕΙΣ ΤΟΥ ΒΕΖΟΥΒΙΟΥ: [293, 697, 507, 749]
- article-headline: Ο ΠΟΛΕΜΟΣ ΤΩΝ ΠΑΤΡΙΑΡΧΕΙΩΝ: [293, 865, 507, 910]
- article-text: Δεν υπάρχει αμφιβολία ότι ή δημιουργία νέων νομών ή νέων διοικητικών οργάνων αύξει τούς δημοσίους υπαλλήλους καί τάς δαπάνας, ίδίως όμως τάς καθυστερήσεις τής Διοικήσεως.: [60, 697, 274, 795]
- article-text: Έκ του υπουργείου των Εσωτερικών επεδόθησαν χθές καί αναφέρεται πρός τό σχέδιον της αναγέρσεως του έν Τριπόλει σταθμού Οινολογικού Σταθμού.: [992, 487, 1206, 585]
- article-subheadline: ΤΑ ΓΑΛΑΚΤΟΠΩΛΕΙΑ: [1240, 1750, 1425, 1766]
- article-headline: Η ΕΠΙΔΟΣΙΣ ΕΙΣ ΤΟΝ ΕΥΡΥΤΑΝΙΑΝ: [1225, 770, 1440, 800]
- article-text: Τό ατμόπλοιον Ν. Μεσολόγγιον κατέπλευσε σήμερον έκ Πειραιώς είς Ναύσταθμον πρός καθαρισμόν καί επισκευήν.: [759, 1475, 973, 1556]
- article-text: ΠΑΡΙΣΙΟΙ, 9 Σεπτεμβρίου.—Τηλεγραφούσιν έκ Κάϊρου, ότι ή χολέρα, ήτις διέκοψε νέον επίτασιν κάμνει μεγάλας καταστροφάς. Κατά τό διάστημα των τελευταίων ημερών σημειούνται πλέον των 1500 κρουσμάτων.: [526, 365, 740, 495]
- column-5: [992, 78, 1213, 2130]
- article-text: Ό κ. Ζάτμπης ενεκρινεν αυτόθι την ίδρυσιν κλινικής, της οποίας θά αναλάβη την διεύθυνσιν από της 10 ημέρας.: [759, 556, 973, 621]
- article-text: Ευτυχώς παρεμβάντες οί έκεί παρευρισκόμενοι τούς διεχώρισαν, χωρίς νά συμβή τι σοβαρόν.: [1225, 115, 1440, 179]
